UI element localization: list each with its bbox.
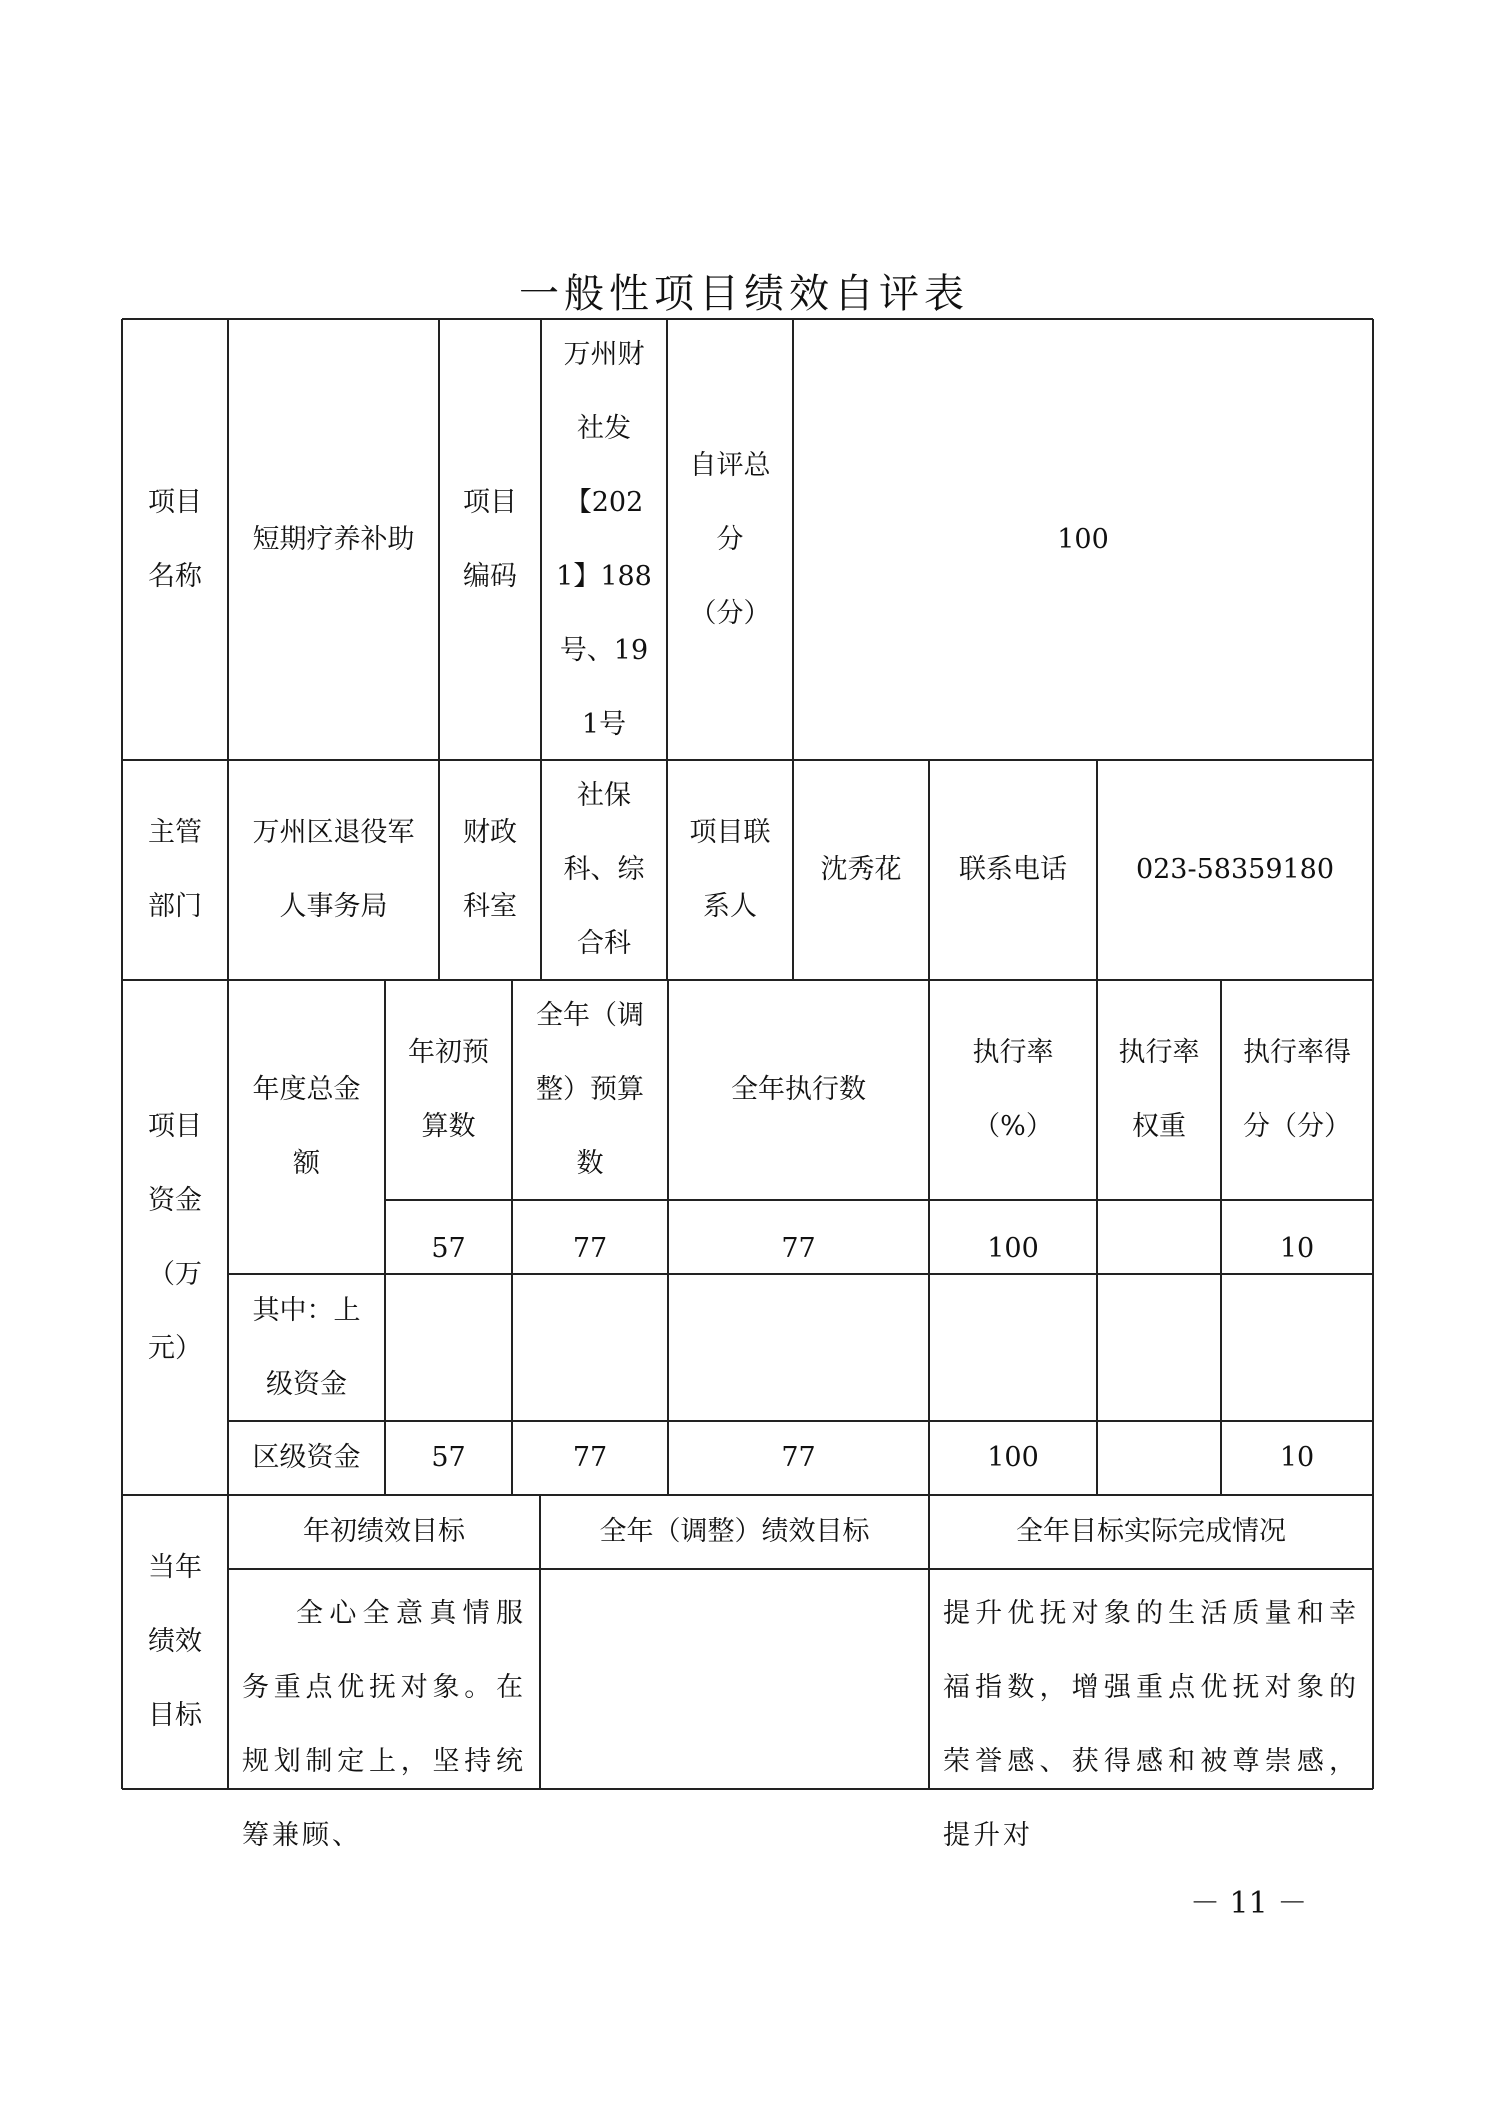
finance-value: 社保科、综合科 — [563, 780, 645, 959]
district-rate: 100 — [987, 1442, 1039, 1473]
header-executed: 全年执行数 — [731, 1074, 866, 1105]
header-adjusted: 全年（调整）预算数 — [536, 1000, 644, 1179]
total-rate: 100 — [987, 1233, 1039, 1264]
header-score: 执行率得分（分） — [1243, 1037, 1351, 1142]
page-number: － 11 － — [1190, 1886, 1308, 1921]
targets-col3-text: 提升优抚对象的生活质量和幸福指数，增强重点优抚对象的荣誉感、获得感和被尊崇感，提升对 — [943, 1598, 1359, 1851]
targets-col2-header: 全年（调整）绩效目标 — [599, 1516, 870, 1547]
project-code-value: 万州财社发【2021】188号、191号 — [556, 338, 652, 740]
self-score-value: 100 — [1057, 523, 1109, 555]
district-score: 10 — [1279, 1442, 1315, 1473]
header-total: 年度总金额 — [252, 1074, 361, 1179]
finance-label: 财政科室 — [463, 817, 517, 922]
project-code-label: 项目编码 — [463, 486, 517, 592]
total-initial: 57 — [431, 1233, 466, 1264]
phone-label: 联系电话 — [959, 854, 1067, 885]
total-adjusted: 77 — [572, 1233, 608, 1264]
dept-label: 主管部门 — [148, 817, 202, 922]
self-score-label: 自评总分（分） — [689, 449, 771, 629]
district-executed: 77 — [781, 1442, 816, 1473]
phone-value: 023-58359180 — [1135, 854, 1335, 885]
header-rate: 执行率（%） — [972, 1037, 1054, 1142]
contact-value: 沈秀花 — [820, 854, 902, 885]
contact-label: 项目联系人 — [689, 817, 771, 922]
targets-col1-header: 年初绩效目标 — [303, 1516, 465, 1547]
district-initial: 57 — [431, 1442, 466, 1473]
superior-funds-label: 其中：上级资金 — [252, 1294, 361, 1400]
header-initial: 年初预算数 — [408, 1037, 489, 1142]
total-weight — [1097, 1224, 1221, 1274]
district-adjusted: 77 — [572, 1442, 608, 1473]
project-name-value: 短期疗养补助 — [252, 523, 415, 555]
total-score: 10 — [1279, 1233, 1315, 1264]
targets-col1-text: 全心全意真情服务重点优抚对象。在规划制定上，坚持统筹兼顾、 — [242, 1598, 526, 1851]
project-name-label: 项目名称 — [148, 486, 202, 592]
dept-value: 万州区退役军人事务局 — [252, 817, 415, 922]
page-title: 一般性项目绩效自评表 — [519, 271, 969, 317]
targets-col2-text — [540, 1569, 929, 1789]
targets-label: 当年绩效目标 — [148, 1552, 202, 1731]
district-weight — [1097, 1421, 1221, 1495]
funds-label: 项目资金（万元） — [148, 1110, 202, 1364]
district-funds-label: 区级资金 — [252, 1442, 361, 1473]
total-executed: 77 — [781, 1233, 816, 1264]
targets-col3-header: 全年目标实际完成情况 — [1016, 1516, 1286, 1547]
header-weight: 执行率权重 — [1118, 1037, 1200, 1142]
